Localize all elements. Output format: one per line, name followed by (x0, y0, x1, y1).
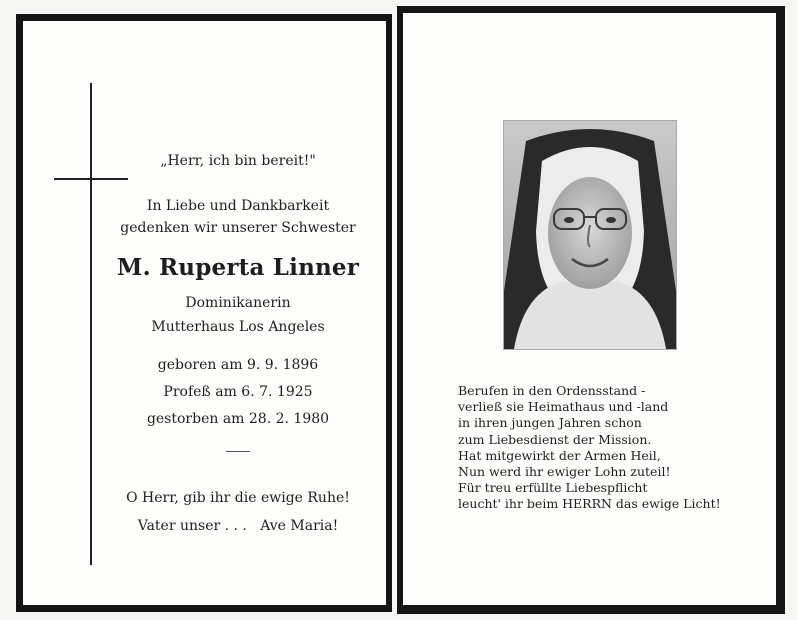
life-dates (93, 352, 383, 433)
poem-line: in ihren jungen Jahren schon (458, 415, 642, 431)
left-card (16, 14, 392, 612)
dedication (93, 195, 383, 239)
portrait-photo-icon (504, 121, 676, 349)
motto: „Herr, ich bin bereit!" (160, 153, 316, 169)
dedication-line: In Liebe und Dankbarkeit (146, 198, 330, 214)
profession-date: Profeß am 6. 7. 1925 (163, 384, 313, 400)
poem-line: verließ sie Heimathaus und -land (458, 399, 669, 415)
poem-line: Hat mitgewirkt der Armen Heil, (458, 447, 661, 463)
cross-horizontal-bar (54, 178, 128, 180)
portrait-photo (503, 120, 677, 350)
birth-date: geboren am 9. 9. 1896 (157, 357, 319, 373)
poem-line: Nun werd ihr ewiger Lohn zuteil! (458, 463, 671, 479)
poem-line: leucht' ihr beim HERRN das ewige Licht! (458, 496, 721, 512)
poem-line: Berufen in den Ordensstand - (458, 383, 646, 398)
order-line: Dominikanerin (185, 295, 291, 311)
dedication-line: gedenken wir unserer Schwester (120, 220, 356, 236)
prayer-line: O Herr, gib ihr die ewige Ruhe! (126, 490, 350, 506)
poem-line: Für treu erfüllte Liebespflicht (458, 480, 648, 496)
order-line: Mutterhaus Los Angeles (151, 319, 325, 335)
death-date: gestorben am 28. 2. 1980 (146, 411, 330, 427)
poem-line: zum Liebesdienst der Mission. (458, 431, 652, 447)
deceased-name: M. Ruperta Linner (116, 254, 360, 281)
divider (226, 451, 250, 452)
poem (458, 383, 778, 513)
order-info (93, 291, 383, 339)
right-card (397, 6, 785, 614)
prayer-line: Vater unser . . . Ave Maria! (137, 518, 339, 534)
cross-vertical-bar (90, 83, 92, 565)
prayer (93, 484, 383, 540)
